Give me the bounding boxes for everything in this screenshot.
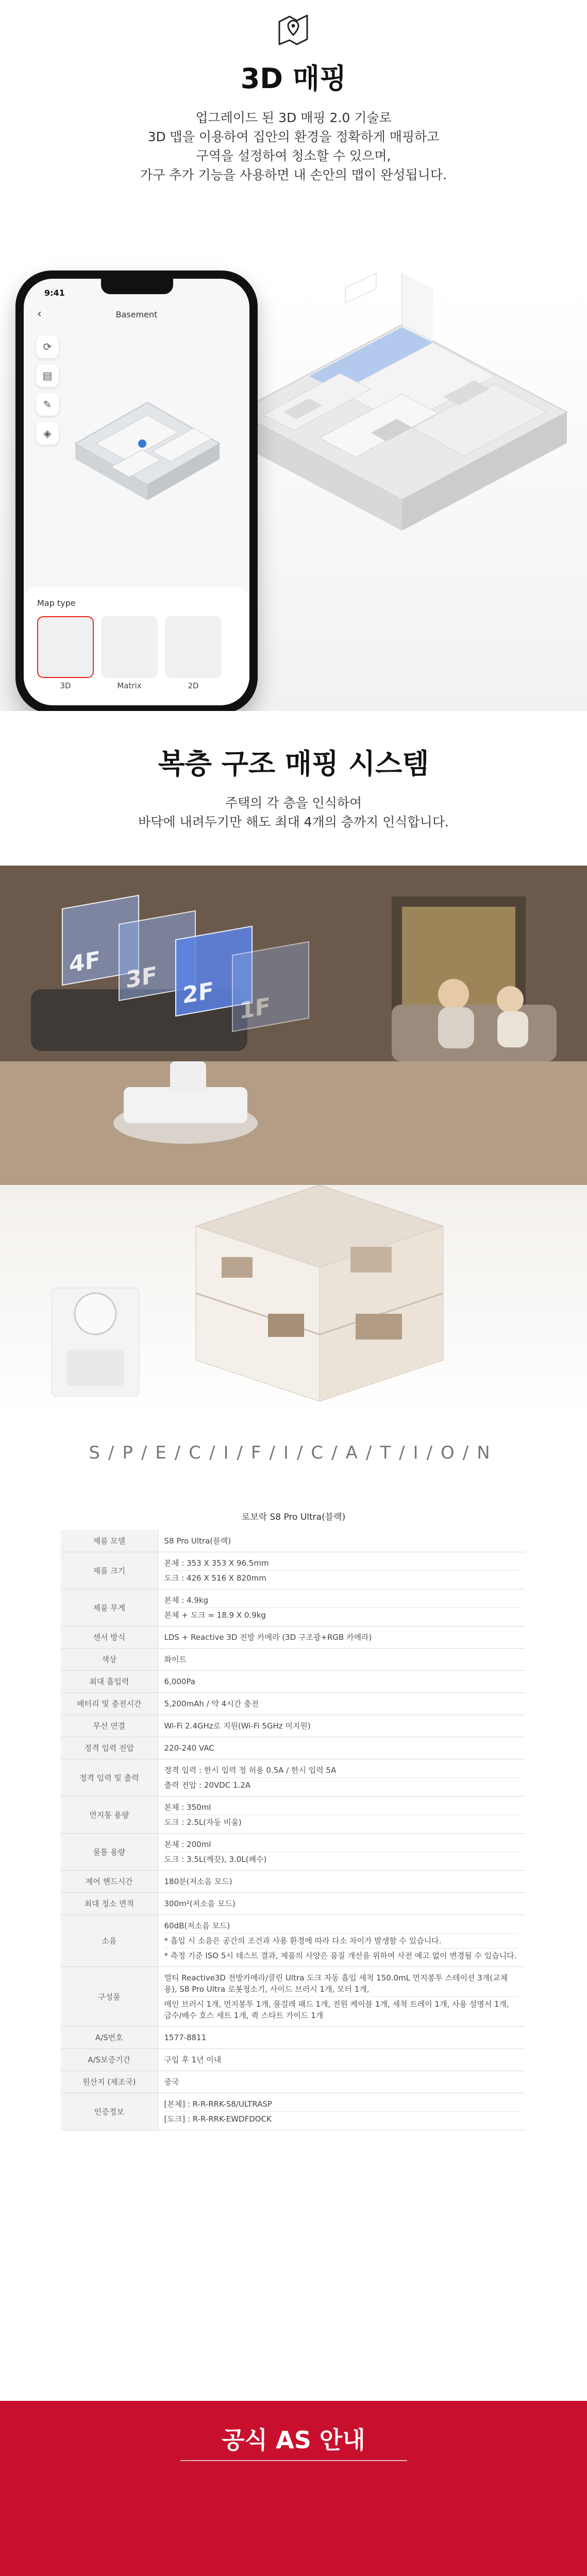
spec-value <box>158 2093 525 2130</box>
spec-value-line: * 측정 기준 ISO 5시 테스트 결과, 제품의 사양은 품질 개선을 위하여 사전 예고 없이 변경될 수 있습니다. <box>164 1951 517 1960</box>
spec-value <box>158 2049 525 2071</box>
spec-value <box>158 1715 525 1737</box>
spec-value-line: 화이트 <box>164 1655 187 1664</box>
spec-key: 센서 방식 <box>61 1626 158 1649</box>
spec-key: 배터리 및 충전시간 <box>61 1693 158 1715</box>
spec-value <box>158 1967 525 2027</box>
spec-value <box>158 1626 525 1649</box>
status-time: 9:41 <box>44 288 65 298</box>
spec-value-line: 중국 <box>164 2077 179 2087</box>
spec-key: 최대 청소 면적 <box>61 1893 158 1915</box>
spec-key: 제품 크기 <box>61 1552 158 1589</box>
spec-row <box>61 1715 525 1737</box>
section-description <box>0 108 587 184</box>
spec-value-line: 도크 : 3.5L(깨끗), 3.0L(폐수) <box>164 1855 267 1864</box>
spec-value-line: Wi-Fi 2.4GHz로 지원(Wi-Fi 5GHz 미지원) <box>164 1721 311 1731</box>
map-type-label: Map type <box>37 598 76 608</box>
spec-key: A/S번호 <box>61 2027 158 2049</box>
floor-plans-illustration <box>0 1185 587 1417</box>
spec-key: A/S보증기간 <box>61 2049 158 2071</box>
spec-value-line: 정격 입력 : 한시 입력 정 허용 0.5A / 한시 입력 5A <box>164 1763 519 1778</box>
spec-row <box>61 1737 525 1759</box>
spec-key: 물통 용량 <box>61 1834 158 1871</box>
spec-table <box>61 1530 525 2130</box>
as-banner <box>0 2401 587 2576</box>
spec-key: 인증정보 <box>61 2093 158 2130</box>
spec-value-line: 도크 : 426 X 516 X 820mm <box>164 1573 266 1583</box>
spec-value-line: 본체 : 4.9kg <box>164 1593 519 1608</box>
spec-value-line: 300m²(저소음 모드) <box>164 1899 236 1908</box>
spec-row <box>61 1626 525 1649</box>
description-line: 바닥에 내려두기만 해도 최대 4개의 층까지 인식합니다. <box>138 815 449 829</box>
spec-value <box>158 1915 525 1967</box>
house-cutaway <box>0 1185 587 1417</box>
spec-key: 제품 무게 <box>61 1589 158 1626</box>
floor-label: 3F <box>126 962 157 994</box>
spec-row <box>61 1589 525 1626</box>
spec-value-line: * 흡입 시 소음은 공간의 조건과 사용 환경에 따라 다소 차이가 발생할 수 있습니다. <box>164 1934 519 1948</box>
spec-row <box>61 1967 525 2027</box>
spec-row <box>61 1893 525 1915</box>
spec-row <box>61 1671 525 1693</box>
map-toolbar <box>36 335 61 451</box>
spec-value <box>158 1589 525 1626</box>
spec-value-line: 도크 : 2.5L(자동 비움) <box>164 1818 242 1827</box>
map-option-3d[interactable] <box>37 616 94 690</box>
spec-value-line: 6,000Pa <box>164 1677 196 1686</box>
spec-row <box>61 1552 525 1589</box>
spec-value <box>158 1834 525 1871</box>
map-type-sheet <box>24 587 249 705</box>
section-description <box>0 793 587 832</box>
floor-label: 4F <box>69 946 100 978</box>
as-title: 공식 AS 안내 <box>222 2426 365 2454</box>
back-arrow-icon[interactable]: ‹ <box>37 308 42 320</box>
spec-key: 먼지통 용량 <box>61 1797 158 1834</box>
spec-value <box>158 1893 525 1915</box>
spec-value-line: 본체 : 200ml <box>164 1837 519 1852</box>
spec-row <box>61 1915 525 1967</box>
floor-label: 2F <box>182 977 214 1009</box>
spec-key: 원산지 (제조국) <box>61 2071 158 2093</box>
spec-value-line: 180분(저소음 모드) <box>164 1877 232 1886</box>
spec-row <box>61 2071 525 2093</box>
spec-value <box>158 1530 525 1552</box>
spec-row <box>61 1530 525 1552</box>
rotate-icon[interactable]: ⟳ <box>36 335 59 358</box>
spec-value <box>158 1759 525 1797</box>
spec-key: 제품 모델 <box>61 1530 158 1552</box>
spec-value <box>158 1671 525 1693</box>
map-type-options <box>37 616 236 690</box>
3d-map-preview <box>65 341 230 557</box>
map-header: Basement <box>115 310 158 319</box>
section-title: 복층 구조 매핑 시스템 <box>158 748 429 780</box>
spec-key: 구성품 <box>61 1967 158 2027</box>
spec-row <box>61 2027 525 2049</box>
spec-value <box>158 1797 525 1834</box>
spec-value-line: 본체 : 350ml <box>164 1800 519 1815</box>
spec-key: 정격 입력 전압 <box>61 1737 158 1759</box>
map-option-matrix[interactable] <box>101 616 158 690</box>
spec-value-line: 본체 + 도크 = 18.9 X 0.9kg <box>164 1611 266 1620</box>
map-pin-icon <box>274 10 312 48</box>
spec-value-line: 5,200mAh / 약 4시간 충전 <box>164 1699 259 1708</box>
spec-value-line: [도크] : R-R-RRK-EWDFDOCK <box>164 2114 272 2124</box>
spec-value <box>158 1737 525 1759</box>
spec-row <box>61 2093 525 2130</box>
layers-icon[interactable]: ▤ <box>36 364 59 387</box>
section-after-service <box>0 2401 587 2576</box>
spec-key: 소음 <box>61 1915 158 1967</box>
spec-row <box>61 1834 525 1871</box>
phone-mockup <box>15 270 258 714</box>
spec-value-line: 메인 브러시 1개, 먼지봉투 1개, 물걸레 패드 1개, 전원 케이블 1개, 세척 트레이 1개, 사용 설명서 1개, 급수/배수 호스 세트 1개, 퀵 스타트 가이드 1개 <box>164 1999 509 2020</box>
spec-value-line: 구입 후 1년 이내 <box>164 2055 222 2064</box>
spec-row <box>61 1649 525 1671</box>
spec-row <box>61 1871 525 1893</box>
floor-tile-1f <box>232 941 309 1032</box>
section-title: 3D 매핑 <box>240 62 347 95</box>
spec-value-line: 1577-8811 <box>164 2033 207 2042</box>
app-screen <box>24 279 249 705</box>
description-line: 구역을 설정하여 청소할 수 있으며, <box>196 148 391 163</box>
spec-value-line: 출력 전압 : 20VDC 1.2A <box>164 1781 251 1790</box>
phone-notch <box>101 279 173 294</box>
spec-key: 무선 연결 <box>61 1715 158 1737</box>
divider <box>180 2460 407 2461</box>
map-option-2d[interactable] <box>165 616 222 690</box>
description-line: 가구 추가 기능을 사용하면 내 손안의 맵이 완성됩니다. <box>140 167 447 182</box>
description-line: 업그레이드 된 3D 매핑 2.0 기술로 <box>195 110 392 125</box>
spec-row <box>61 1693 525 1715</box>
floor-label: 1F <box>239 993 271 1025</box>
living-room-photo <box>0 866 587 1185</box>
spec-value-line: 본체 : 353 X 353 X 96.5mm <box>164 1556 519 1571</box>
spec-row <box>61 1797 525 1834</box>
spec-heading: S/P/E/C/I/F/I/C/A/T/I/O/N <box>89 1443 498 1463</box>
spec-value-line: 멀티 Reactive3D 전방카메라/클린 Ultra 도크 자동 흡입 세척 150.0mL 먼지봉투 스테이션 3개(교체용), S8 Pro Ultra 로봇청소기, 사이드 브러시 1개, 모터 1개, <box>164 1971 519 1997</box>
section-specification <box>0 1417 587 2401</box>
spec-model-name: 로보락 S8 Pro Ultra(블랙) <box>241 1512 346 1522</box>
section-3d-mapping <box>0 0 587 711</box>
spec-value-line: 220-240 VAC <box>164 1743 214 1753</box>
map-option-label: Matrix <box>117 681 142 690</box>
spec-value-line: 60dB(저소음 모드) <box>164 1919 519 1934</box>
spec-row <box>61 1759 525 1797</box>
spec-value <box>158 2027 525 2049</box>
spec-value <box>158 2071 525 2093</box>
spec-key: 제어 핸드시간 <box>61 1871 158 1893</box>
spec-key: 최대 흡입력 <box>61 1671 158 1693</box>
map-option-label: 3D <box>60 681 71 690</box>
cube-icon[interactable]: ◈ <box>36 422 59 445</box>
spec-key: 색상 <box>61 1649 158 1671</box>
spec-value-line: [본체] : R-R-RRK-S8/ULTRASP <box>164 2097 519 2112</box>
spec-key: 정격 입력 및 출력 <box>61 1759 158 1797</box>
spec-value <box>158 1552 525 1589</box>
spec-value-line: LDS + Reactive 3D 전방 카메라 (3D 구조광+RGB 카메라) <box>164 1633 372 1642</box>
edit-icon[interactable]: ✎ <box>36 393 59 416</box>
description-line: 주택의 각 층을 인식하여 <box>225 795 362 810</box>
spec-row <box>61 2049 525 2071</box>
spec-value <box>158 1693 525 1715</box>
map-option-label: 2D <box>188 681 199 690</box>
spec-value-line: S8 Pro Ultra(블랙) <box>164 1536 231 1546</box>
description-line: 3D 맵을 이용하여 집안의 환경을 정확하게 매핑하고 <box>147 129 440 144</box>
section-multi-floor <box>0 711 587 1417</box>
3d-house-illustration <box>216 242 577 572</box>
spec-value <box>158 1871 525 1893</box>
spec-value <box>158 1649 525 1671</box>
